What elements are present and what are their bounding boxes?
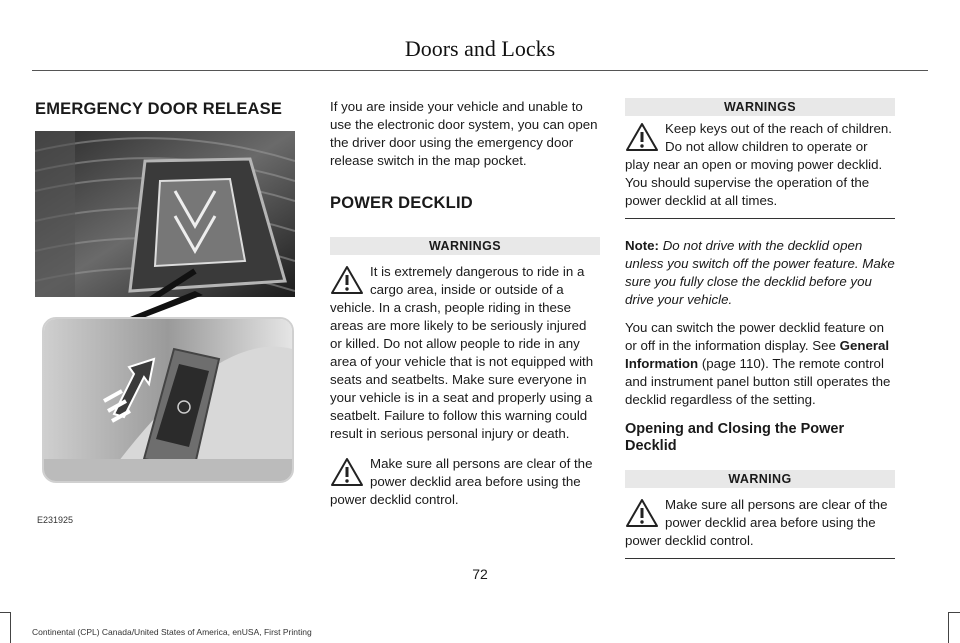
warning-text: Make sure all persons are clear of the power decklid area before using the power decklid control.	[625, 497, 888, 548]
intro-paragraph: If you are inside your vehicle and unable to use the electronic door system, you can open the driver door using the emergency door release switch in the map pocket.	[330, 99, 598, 168]
crop-mark	[0, 612, 10, 613]
warning-cargo-area	[330, 263, 600, 443]
warning-triangle-icon	[625, 498, 659, 528]
page-reference: (page 110).	[698, 356, 769, 371]
section-heading-emergency-door-release: EMERGENCY DOOR RELEASE	[35, 100, 283, 118]
info-display-paragraph	[625, 319, 895, 409]
warnings-header: WARNINGS	[625, 98, 895, 116]
page-number: 72	[472, 566, 488, 582]
header-rule	[32, 70, 928, 71]
subheading-opening-closing: Opening and Closing the Power Decklid	[625, 421, 845, 454]
general-information-link[interactable]: General Information	[625, 338, 890, 371]
release-switch-closeup	[42, 317, 294, 483]
section-heading-power-decklid: POWER DECKLID	[330, 194, 473, 212]
warning-persons-clear	[625, 496, 895, 550]
crop-mark	[948, 612, 949, 643]
warning-persons-clear	[330, 455, 600, 509]
paragraph-text: You can switch the power decklid feature on or off in the information display. See	[625, 320, 884, 353]
door-panel-photo	[35, 131, 295, 297]
warning-triangle-icon	[330, 457, 364, 487]
footer-printing-info: Continental (CPL) Canada/United States of America, enUSA, First Printing	[32, 627, 312, 637]
warning-text: It is extremely dangerous to ride in a cargo area, inside or outside of a vehicle. In a crash, people riding in these areas are more likely to be seriously injured or killed. Do not allow people to ride in any area of your vehicle that is not equipped with seats and seatbelts. Make sure everyone in your vehicle is in a seat and properly using a seatbelt. Failure to follow this warning could result in serious personal injury or death.	[330, 264, 594, 441]
warnings-header: WARNINGS	[330, 237, 600, 255]
figure-code: E231925	[37, 515, 74, 525]
warning-header: WARNING	[625, 470, 895, 488]
warning-triangle-icon	[625, 122, 659, 152]
warning-children	[625, 120, 895, 210]
warning-text: Keep keys out of the reach of children. Do not allow children to operate or play near an open or moving power decklid. You should supervise the operation of the power decklid at all times.	[625, 121, 892, 208]
note-text: Do not drive with the decklid open unless you switch off the power feature. Make sure you fully close the decklid before you drive your vehicle.	[625, 238, 895, 307]
note-label: Note:	[625, 238, 659, 253]
crop-mark	[10, 612, 11, 643]
crop-mark	[949, 612, 960, 613]
warning-text: Make sure all persons are clear of the power decklid area before using the power decklid control.	[330, 456, 593, 507]
paragraph-text: The remote control and instrument panel button still operates the decklid regardless of the setting.	[625, 356, 891, 407]
warning-end-rule	[625, 558, 895, 559]
note-paragraph	[625, 237, 895, 309]
page-header-title: Doors and Locks	[404, 36, 556, 61]
emergency-release-figure	[35, 131, 297, 525]
column-power-decklid	[330, 98, 600, 509]
warning-triangle-icon	[330, 265, 364, 295]
column-emergency-door-release	[35, 98, 297, 525]
warning-end-rule	[625, 218, 895, 219]
column-power-decklid-continued	[625, 98, 895, 559]
